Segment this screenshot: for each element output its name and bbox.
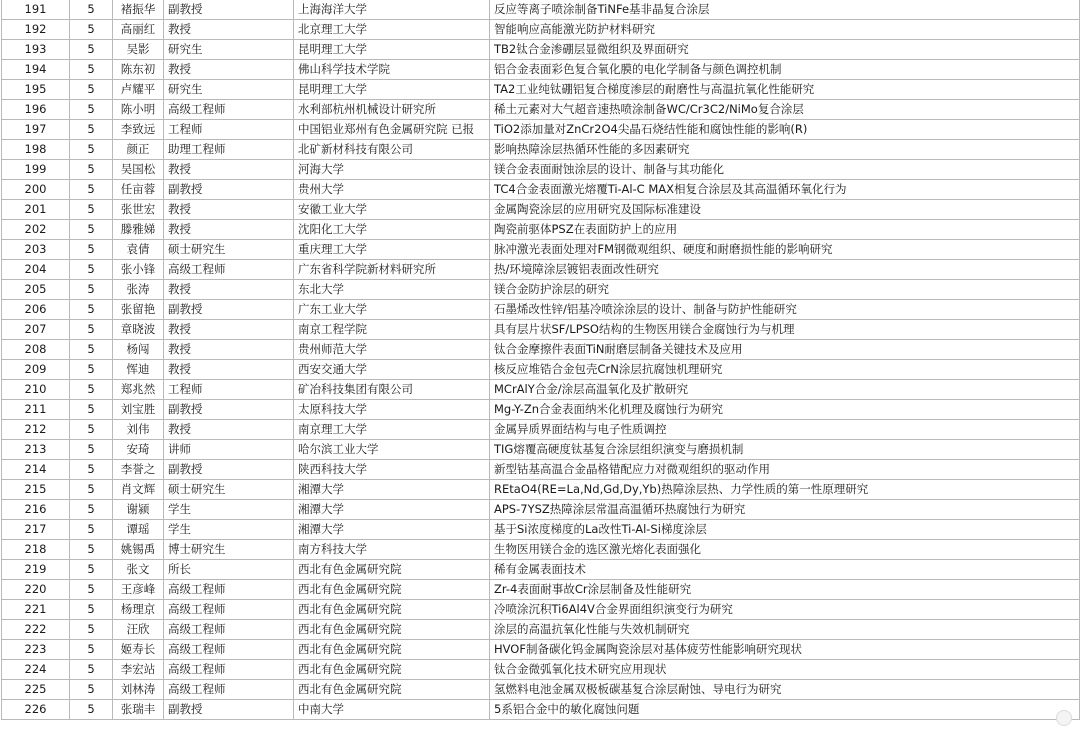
cell-topic: 氢燃料电池金属双极板碳基复合涂层耐蚀、导电行为研究 [490,680,1080,700]
table-body [2,0,1080,720]
cell-topic: Mg-Y-Zn合金表面纳米化机理及腐蚀行为研究 [490,400,1080,420]
cell-name: 郑兆然 [113,380,164,400]
table-row [2,100,1080,120]
cell-institution: 陕西科技大学 [294,460,490,480]
cell-job-title: 教授 [164,200,294,220]
cell-name: 张文 [113,560,164,580]
table-row [2,300,1080,320]
cell-job-title: 高级工程师 [164,680,294,700]
cell-topic: TA2工业纯钛硼铝复合梯度渗层的耐磨性与高温抗氧化性能研究 [490,80,1080,100]
cell-job-title: 教授 [164,280,294,300]
cell-grade: 5 [70,60,113,80]
cell-institution: 贵州大学 [294,180,490,200]
cell-number: 211 [2,400,70,420]
cell-job-title: 高级工程师 [164,580,294,600]
cell-name: 恽迪 [113,360,164,380]
table-row [2,0,1080,20]
cell-name: 褚振华 [113,0,164,20]
cell-grade: 5 [70,540,113,560]
cell-number: 201 [2,200,70,220]
table-row [2,640,1080,660]
cell-institution: 湘潭大学 [294,500,490,520]
cell-name: 李誉之 [113,460,164,480]
cell-grade: 5 [70,440,113,460]
cell-topic: 反应等离子喷涂制备TiNFe基非晶复合涂层 [490,0,1080,20]
table-row [2,80,1080,100]
table-row [2,520,1080,540]
cell-name: 杨理京 [113,600,164,620]
cell-number: 194 [2,60,70,80]
cell-number: 202 [2,220,70,240]
cell-topic: 钛合金微弧氧化技术研究应用现状 [490,660,1080,680]
cell-job-title: 高级工程师 [164,100,294,120]
cell-grade: 5 [70,280,113,300]
cell-job-title: 工程师 [164,120,294,140]
cell-name: 任亩蓉 [113,180,164,200]
cell-institution: 昆明理工大学 [294,40,490,60]
cell-name: 章晓波 [113,320,164,340]
table-row [2,180,1080,200]
cell-job-title: 教授 [164,20,294,40]
cell-number: 191 [2,0,70,20]
cell-name: 李致远 [113,120,164,140]
cell-topic: 石墨烯改性锌/铝基冷喷涂涂层的设计、制备与防护性能研究 [490,300,1080,320]
cell-institution: 西北有色金属研究院 [294,680,490,700]
cell-number: 212 [2,420,70,440]
table-row [2,400,1080,420]
cell-institution: 河海大学 [294,160,490,180]
cell-institution: 水利部杭州机械设计研究所 [294,100,490,120]
cell-institution: 佛山科学技术学院 [294,60,490,80]
cell-name: 谭瑶 [113,520,164,540]
table-row [2,420,1080,440]
cell-number: 196 [2,100,70,120]
cell-institution: 广东省科学院新材料研究所 [294,260,490,280]
cell-grade: 5 [70,380,113,400]
table-row [2,160,1080,180]
cell-name: 陈东初 [113,60,164,80]
cell-number: 204 [2,260,70,280]
cell-number: 216 [2,500,70,520]
cell-topic: 智能响应高能激光防护材料研究 [490,20,1080,40]
cell-number: 219 [2,560,70,580]
cell-topic: 基于Si浓度梯度的La改性Ti-Al-Si梯度涂层 [490,520,1080,540]
cell-name: 安琦 [113,440,164,460]
table-row [2,580,1080,600]
cell-topic: REtaO4(RE=La,Nd,Gd,Dy,Yb)热障涂层热、力学性质的第一性原理研究 [490,480,1080,500]
cell-institution: 西北有色金属研究院 [294,600,490,620]
cell-topic: 冷喷涂沉积Ti6Al4V合金界面组织演变行为研究 [490,600,1080,620]
cell-topic: 核反应堆锆合金包壳CrN涂层抗腐蚀机理研究 [490,360,1080,380]
cell-grade: 5 [70,520,113,540]
cell-topic: 5系铝合金中的敏化腐蚀问题 [490,700,1080,720]
cell-topic: TB2钛合金渗硼层显微组织及界面研究 [490,40,1080,60]
table-row [2,320,1080,340]
cell-topic: 影响热障涂层热循环性能的多因素研究 [490,140,1080,160]
cell-topic: 稀土元素对大气超音速热喷涂制备WC/Cr3C2/NiMo复合涂层 [490,100,1080,120]
table-row [2,140,1080,160]
cell-grade: 5 [70,500,113,520]
table-row [2,500,1080,520]
cell-name: 张涛 [113,280,164,300]
cell-grade: 5 [70,320,113,340]
cell-topic: TiO2添加量对ZnCr2O4尖晶石烧结性能和腐蚀性能的影响(R) [490,120,1080,140]
cell-grade: 5 [70,640,113,660]
cell-job-title: 硕士研究生 [164,240,294,260]
roster-table [1,0,1080,720]
cell-job-title: 教授 [164,220,294,240]
cell-name: 张小锋 [113,260,164,280]
cell-institution: 昆明理工大学 [294,80,490,100]
cell-grade: 5 [70,400,113,420]
cell-job-title: 教授 [164,340,294,360]
cell-institution: 矿冶科技集团有限公司 [294,380,490,400]
cell-grade: 5 [70,300,113,320]
cell-job-title: 教授 [164,360,294,380]
cell-grade: 5 [70,580,113,600]
cell-topic: Zr-4表面耐事故Cr涂层制备及性能研究 [490,580,1080,600]
cell-grade: 5 [70,460,113,480]
table-row [2,480,1080,500]
cell-number: 195 [2,80,70,100]
cell-institution: 贵州师范大学 [294,340,490,360]
cell-topic: 陶瓷前驱体PSZ在表面防护上的应用 [490,220,1080,240]
cell-grade: 5 [70,220,113,240]
cell-grade: 5 [70,360,113,380]
cell-topic: 金属异质界面结构与电子性质调控 [490,420,1080,440]
cell-job-title: 硕士研究生 [164,480,294,500]
cell-job-title: 学生 [164,520,294,540]
cell-name: 王彦峰 [113,580,164,600]
table-row [2,440,1080,460]
cell-name: 谢颍 [113,500,164,520]
cell-name: 陈小明 [113,100,164,120]
cell-topic: TC4合金表面激光熔覆Ti-Al-C MAX相复合涂层及其高温循环氧化行为 [490,180,1080,200]
cell-name: 袁倩 [113,240,164,260]
cell-job-title: 副教授 [164,0,294,20]
cell-topic: 镁合金防护涂层的研究 [490,280,1080,300]
cell-job-title: 高级工程师 [164,660,294,680]
cell-topic: 稀有金属表面技术 [490,560,1080,580]
cell-grade: 5 [70,340,113,360]
cell-job-title: 博士研究生 [164,540,294,560]
cell-grade: 5 [70,560,113,580]
cell-number: 225 [2,680,70,700]
table-row [2,380,1080,400]
cell-name: 张瑞丰 [113,700,164,720]
table-row [2,700,1080,720]
table-row [2,260,1080,280]
table-row [2,200,1080,220]
table-row [2,560,1080,580]
cell-institution: 中南大学 [294,700,490,720]
table-row [2,660,1080,680]
cell-job-title: 教授 [164,420,294,440]
cell-grade: 5 [70,420,113,440]
cell-job-title: 副教授 [164,700,294,720]
cell-grade: 5 [70,200,113,220]
cell-number: 218 [2,540,70,560]
cell-name: 刘伟 [113,420,164,440]
cell-name: 吴国松 [113,160,164,180]
table-row [2,620,1080,640]
cell-grade: 5 [70,180,113,200]
cell-number: 221 [2,600,70,620]
cell-grade: 5 [70,620,113,640]
cell-institution: 东北大学 [294,280,490,300]
cell-institution: 湘潭大学 [294,480,490,500]
cell-grade: 5 [70,660,113,680]
cell-topic: 涂层的高温抗氧化性能与失效机制研究 [490,620,1080,640]
cell-institution: 重庆理工大学 [294,240,490,260]
cell-institution: 西北有色金属研究院 [294,560,490,580]
table-row [2,600,1080,620]
cell-number: 214 [2,460,70,480]
cell-number: 226 [2,700,70,720]
cell-grade: 5 [70,20,113,40]
cell-grade: 5 [70,260,113,280]
cell-name: 姬寿长 [113,640,164,660]
table-row [2,340,1080,360]
cell-number: 207 [2,320,70,340]
table-row [2,460,1080,480]
cell-institution: 上海海洋大学 [294,0,490,20]
cell-topic: 金属陶瓷涂层的应用研究及国际标准建设 [490,200,1080,220]
cell-topic: 铝合金表面彩色复合氧化膜的电化学制备与颜色调控机制 [490,60,1080,80]
cell-number: 200 [2,180,70,200]
cell-job-title: 教授 [164,160,294,180]
cell-institution: 广东工业大学 [294,300,490,320]
table-row [2,20,1080,40]
cell-institution: 西北有色金属研究院 [294,640,490,660]
cell-topic: 新型钴基高温合金晶格错配应力对微观组织的驱动作用 [490,460,1080,480]
cell-number: 222 [2,620,70,640]
watermark-icon [1056,710,1072,726]
cell-name: 汪欣 [113,620,164,640]
cell-name: 滕雅娣 [113,220,164,240]
cell-name: 张留艳 [113,300,164,320]
cell-grade: 5 [70,480,113,500]
cell-topic: 热/环境障涂层镀铝表面改性研究 [490,260,1080,280]
cell-topic: HVOF制备碳化钨金属陶瓷涂层对基体疲劳性能影响研究现状 [490,640,1080,660]
table-row [2,60,1080,80]
cell-institution: 安徽工业大学 [294,200,490,220]
cell-institution: 南方科技大学 [294,540,490,560]
cell-name: 高丽红 [113,20,164,40]
cell-job-title: 副教授 [164,180,294,200]
cell-number: 213 [2,440,70,460]
cell-grade: 5 [70,680,113,700]
table-row [2,220,1080,240]
cell-number: 224 [2,660,70,680]
cell-name: 吴影 [113,40,164,60]
cell-number: 198 [2,140,70,160]
cell-number: 203 [2,240,70,260]
cell-institution: 南京理工大学 [294,420,490,440]
cell-institution: 西北有色金属研究院 [294,660,490,680]
cell-number: 197 [2,120,70,140]
cell-number: 223 [2,640,70,660]
cell-number: 210 [2,380,70,400]
cell-job-title: 工程师 [164,380,294,400]
cell-institution: 中国铝业郑州有色金属研究院 已报 [294,120,490,140]
cell-grade: 5 [70,140,113,160]
cell-institution: 太原科技大学 [294,400,490,420]
cell-name: 李宏站 [113,660,164,680]
cell-grade: 5 [70,80,113,100]
cell-job-title: 教授 [164,60,294,80]
cell-institution: 西安交通大学 [294,360,490,380]
cell-name: 张世宏 [113,200,164,220]
table-row [2,40,1080,60]
cell-institution: 北矿新材科技有限公司 [294,140,490,160]
cell-name: 杨闯 [113,340,164,360]
cell-grade: 5 [70,120,113,140]
cell-topic: MCrAlY合金/涂层高温氧化及扩散研究 [490,380,1080,400]
cell-name: 肖文辉 [113,480,164,500]
cell-institution: 湘潭大学 [294,520,490,540]
cell-job-title: 高级工程师 [164,600,294,620]
cell-institution: 沈阳化工大学 [294,220,490,240]
cell-institution: 哈尔滨工业大学 [294,440,490,460]
cell-institution: 西北有色金属研究院 [294,620,490,640]
cell-number: 193 [2,40,70,60]
cell-number: 209 [2,360,70,380]
cell-number: 205 [2,280,70,300]
cell-job-title: 高级工程师 [164,620,294,640]
cell-institution: 北京理工大学 [294,20,490,40]
cell-name: 刘宝胜 [113,400,164,420]
cell-job-title: 副教授 [164,400,294,420]
cell-name: 卢耀平 [113,80,164,100]
cell-name: 姚锡禹 [113,540,164,560]
cell-job-title: 高级工程师 [164,640,294,660]
table-row [2,360,1080,380]
cell-institution: 西北有色金属研究院 [294,580,490,600]
cell-number: 199 [2,160,70,180]
cell-job-title: 助理工程师 [164,140,294,160]
cell-grade: 5 [70,240,113,260]
cell-name: 颜正 [113,140,164,160]
cell-number: 206 [2,300,70,320]
cell-number: 192 [2,20,70,40]
cell-job-title: 学生 [164,500,294,520]
cell-number: 217 [2,520,70,540]
cell-job-title: 研究生 [164,80,294,100]
cell-number: 208 [2,340,70,360]
cell-number: 215 [2,480,70,500]
cell-job-title: 副教授 [164,460,294,480]
cell-job-title: 副教授 [164,300,294,320]
table-row [2,280,1080,300]
cell-topic: APS-7YSZ热障涂层常温高温循环热腐蚀行为研究 [490,500,1080,520]
table-row [2,680,1080,700]
table-row [2,120,1080,140]
cell-grade: 5 [70,700,113,720]
cell-grade: 5 [70,600,113,620]
table-row [2,540,1080,560]
cell-grade: 5 [70,100,113,120]
cell-institution: 南京工程学院 [294,320,490,340]
cell-job-title: 所长 [164,560,294,580]
cell-grade: 5 [70,0,113,20]
table-row [2,240,1080,260]
cell-job-title: 讲师 [164,440,294,460]
cell-topic: 脉冲激光表面处理对FM钢微观组织、硬度和耐磨损性能的影响研究 [490,240,1080,260]
cell-topic: TIG熔覆高硬度钛基复合涂层组织演变与磨损机制 [490,440,1080,460]
cell-job-title: 高级工程师 [164,260,294,280]
cell-job-title: 研究生 [164,40,294,60]
cell-topic: 具有层片状SF/LPSO结构的生物医用镁合金腐蚀行为与机理 [490,320,1080,340]
cell-topic: 钛合金摩擦件表面TiN耐磨层制备关键技术及应用 [490,340,1080,360]
cell-topic: 生物医用镁合金的选区激光熔化表面强化 [490,540,1080,560]
cell-number: 220 [2,580,70,600]
cell-grade: 5 [70,40,113,60]
cell-topic: 镁合金表面耐蚀涂层的设计、制备与其功能化 [490,160,1080,180]
cell-grade: 5 [70,160,113,180]
cell-name: 刘林涛 [113,680,164,700]
cell-job-title: 教授 [164,320,294,340]
